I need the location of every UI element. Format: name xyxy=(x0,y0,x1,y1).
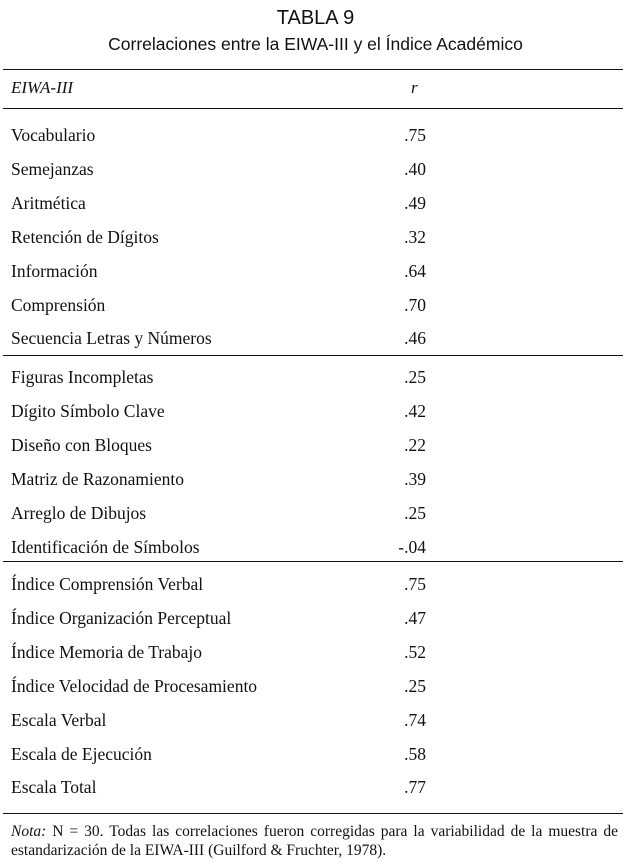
row-value: .40 xyxy=(404,158,426,179)
table-row xyxy=(0,123,631,147)
row-label: Dígito Símbolo Clave xyxy=(11,400,165,421)
row-label: Índice Memoria de Trabajo xyxy=(11,641,202,662)
row-value: .49 xyxy=(404,192,426,213)
row-label: Escala Verbal xyxy=(11,709,107,730)
row-label: Comprensión xyxy=(11,294,106,315)
table-row xyxy=(0,535,631,559)
row-label: Índice Organización Perceptual xyxy=(11,607,232,628)
row-value: .70 xyxy=(404,294,426,315)
row-value: .46 xyxy=(404,328,426,349)
row-value: .25 xyxy=(404,502,426,523)
row-label: Retención de Dígitos xyxy=(11,226,159,247)
row-label: Semejanzas xyxy=(11,158,94,179)
row-value: .25 xyxy=(404,367,426,387)
column-header-test: EIWA-III xyxy=(11,78,74,97)
row-value: .47 xyxy=(404,607,426,628)
row-label: Secuencia Letras y Números xyxy=(11,328,212,349)
table-row xyxy=(0,433,631,457)
row-value: .25 xyxy=(404,675,426,696)
table-row xyxy=(0,191,631,215)
table-note xyxy=(11,822,618,860)
note-label: Nota: xyxy=(11,823,47,840)
row-label: Escala Total xyxy=(11,777,97,798)
table-row xyxy=(0,674,631,698)
table-row xyxy=(0,225,631,249)
row-value: .22 xyxy=(404,434,426,455)
row-label: Índice Comprensión Verbal xyxy=(11,574,204,594)
table-row xyxy=(0,572,631,596)
table-row xyxy=(0,708,631,732)
bottom-rule xyxy=(3,813,623,814)
row-label: Índice Velocidad de Procesamiento xyxy=(11,675,258,696)
table-row xyxy=(0,640,631,664)
row-label: Información xyxy=(11,260,98,281)
row-value: -.04 xyxy=(398,536,426,557)
row-value: .42 xyxy=(404,400,426,421)
row-value: .58 xyxy=(404,743,426,764)
row-label: Identificación de Símbolos xyxy=(11,536,200,557)
row-value: .77 xyxy=(404,777,426,798)
table-row xyxy=(0,742,631,766)
top-rule xyxy=(3,69,623,70)
table-row xyxy=(0,365,631,389)
table-row xyxy=(0,501,631,525)
row-label: Diseño con Bloques xyxy=(11,434,152,455)
table-row xyxy=(0,259,631,283)
row-value: .75 xyxy=(404,125,426,145)
table-row xyxy=(0,157,631,181)
group-separator xyxy=(3,355,623,356)
table-row xyxy=(0,399,631,423)
table-row xyxy=(0,606,631,630)
group-separator xyxy=(3,561,623,562)
row-label: Vocabulario xyxy=(11,125,96,145)
table-title: TABLA 9 xyxy=(276,7,355,29)
table-row xyxy=(0,467,631,491)
table-row xyxy=(0,775,631,799)
table-row xyxy=(0,293,631,317)
row-label: Escala de Ejecución xyxy=(11,743,152,764)
header-rule xyxy=(3,108,623,109)
row-value: .52 xyxy=(404,641,426,662)
row-label: Aritmética xyxy=(11,192,86,213)
table-subtitle: Correlaciones entre la EIWA-III y el Índice Académico xyxy=(108,34,523,54)
row-label: Arreglo de Dibujos xyxy=(11,502,147,523)
row-value: .39 xyxy=(404,468,426,489)
row-value: .32 xyxy=(404,226,426,247)
note-text: N = 30. Todas las correlaciones fueron corregidas para la variabilidad de la muestra de estandarización de la EIWA-III (Guilford & Fruchter, 1978). xyxy=(11,823,619,859)
row-value: .75 xyxy=(404,574,426,594)
row-label: Figuras Incompletas xyxy=(11,367,154,387)
column-header-r: r xyxy=(411,78,418,97)
row-label: Matriz de Razonamiento xyxy=(11,468,184,489)
table-row xyxy=(0,326,631,350)
row-value: .64 xyxy=(404,260,426,281)
row-value: .74 xyxy=(404,709,426,730)
